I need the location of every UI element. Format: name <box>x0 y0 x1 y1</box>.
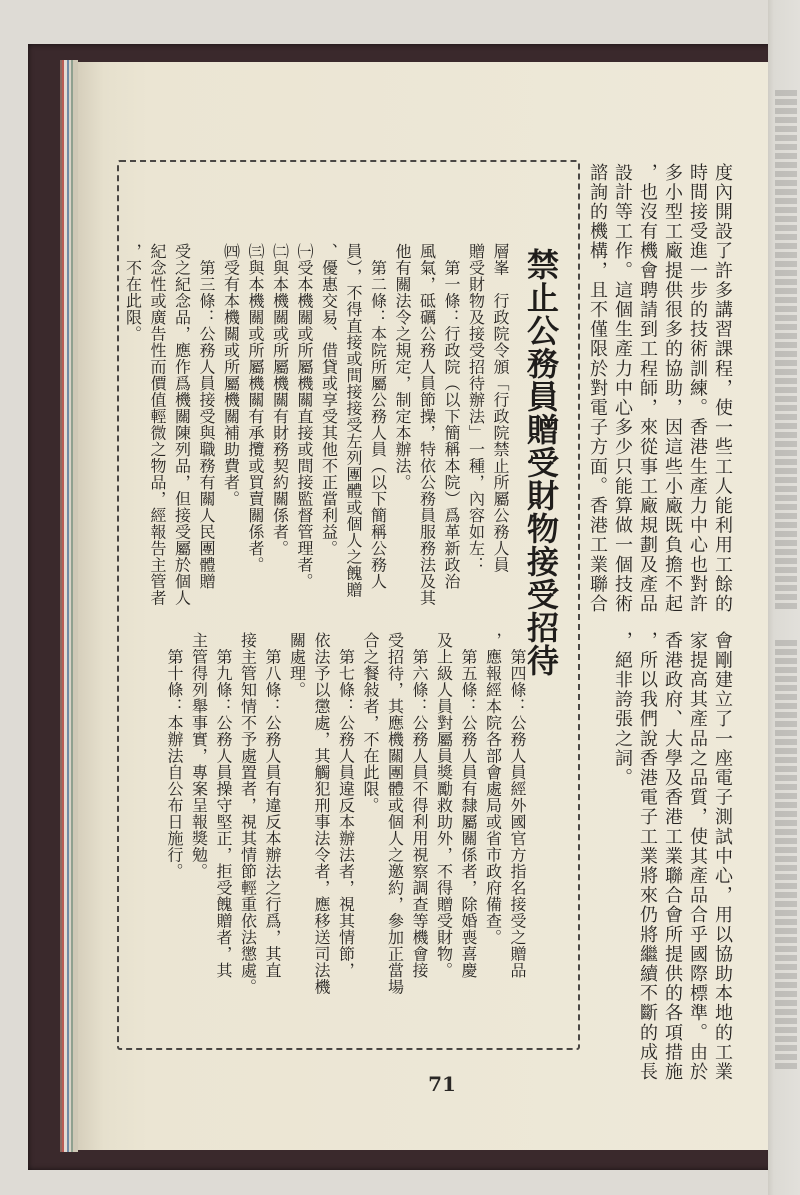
article-upper-block <box>120 243 512 643</box>
article-column: 依法予以懲處，其觸犯刑事法令者，應移送司法機 <box>312 632 331 995</box>
article-column: ，不在此限。 <box>123 243 143 342</box>
article-column: ㈢與本機關或所屬機關有承攬或買賣關係者。 <box>246 243 265 573</box>
article-column: 層峯 行政院令頒「行政院禁止所屬公務人員 <box>491 243 510 573</box>
article-column: 關處理。 <box>287 632 307 698</box>
article-column: 第一條：行政院（以下簡稱本院）爲革新政治 <box>442 243 461 590</box>
text-column: 家提高其產品之品質，使其產品合乎國際標準。由於 <box>687 631 708 1082</box>
article-column: 員），不得直接或間接接受左列團體或個人之餽贈 <box>344 243 363 598</box>
article-column: ㈡與本機關或所屬機關有財務契約關係者。 <box>270 243 290 557</box>
article-column: 接主管知情不予處置者，視其情節輕重依法懲處。 <box>238 632 258 995</box>
text-column: ，絕非誇張之詞。 <box>612 631 633 788</box>
article-column: 風氣，砥礪公務人員節操，特依公務員服務法及其 <box>417 243 437 606</box>
article-column: 第六條：公務人員不得利用視察調查等機會接 <box>410 632 429 979</box>
article-column: 第九條：公務人員操守堅正，拒受餽贈者，其 <box>214 632 233 979</box>
article-column: 合之餐敍者，不在此限。 <box>361 632 380 814</box>
article-column: 第八條：公務人員有違反本辦法之行爲，其直 <box>263 632 282 979</box>
article-column: 紀念性或廣告性而價值輕微之物品，經報告主管者 <box>148 243 167 606</box>
article-column: 第三條：公務人員接受與職務有關人民團體贈 <box>197 243 216 590</box>
article-column: 主管得列舉事實，專案呈報獎勉。 <box>189 632 209 880</box>
article-column: 受之紀念品，應作爲機關陳列品，但接受屬於個人 <box>172 243 192 606</box>
text-column: ，也沒有機會聘請到工程師，來從事工廠規劃及產品 <box>637 163 658 614</box>
text-column: 多小型工廠提供很多的協助，因這些小廠既負擔不起 <box>662 163 683 614</box>
article-column: 及上級人員對屬員獎勵救助外，不得贈受財物。 <box>434 632 454 979</box>
article-column: 他有關法令之規定，制定本辦法。 <box>393 243 412 491</box>
article-column: ，應報經本院各部會處局或省市政府備查。 <box>483 632 503 946</box>
adjacent-page-text-fragment <box>775 90 797 610</box>
article-column: 第四條：公務人員經外國官方指名接受之贈品 <box>508 632 527 979</box>
article-column: 、優惠交易、借貸或享受其他不正當利益。 <box>319 243 339 557</box>
article-column: 受招待，其應機關團體或個人之邀約，參加正當場 <box>385 632 405 995</box>
text-column: 香港政府、大學及香港工業聯合會所提供的各項措施 <box>662 631 683 1082</box>
article-column: 贈受財物及接受招待辦法」一種，內容如左： <box>466 243 486 573</box>
right-text-lower-block <box>610 631 735 1091</box>
text-column: 會剛建立了一座電子測試中心，用以協助本地的工業 <box>712 631 733 1082</box>
adjacent-page-text-fragment <box>775 640 797 1070</box>
text-column: 諮詢的機構，且不僅限於對電子方面。香港工業聯合 <box>587 163 608 614</box>
article-column: 第十條：本辦法自公布日施行。 <box>165 632 184 880</box>
text-column: 時間接受進一步的技術訓練。香港生產力中心也對許 <box>687 163 708 614</box>
text-column: ，所以我們說香港電子工業將來仍將繼續不斷的成長 <box>637 631 658 1082</box>
right-text-upper-block <box>585 163 735 623</box>
article-column: 第七條：公務人員違反本辦法者，視其情節， <box>336 632 356 979</box>
page-number: 71 <box>428 1072 456 1096</box>
article-column: 第二條：本院所屬公務人員（以下簡稱公務人 <box>368 243 388 590</box>
text-column: 設計等工作。這個生產力中心多少只能算做一個技術 <box>612 163 633 614</box>
article-column: ㈠受本機關或所屬機關直接或間接監督管理者。 <box>295 243 314 590</box>
article-column: ㈣受有本機關或所屬機關補助費者。 <box>221 243 241 507</box>
text-column: 度內開設了許多講習課程，使一些工人能利用工餘的 <box>712 163 733 614</box>
page-edge-stripes <box>60 60 78 1152</box>
article-column: 第五條：公務人員有隸屬關係者，除婚喪喜慶 <box>459 632 478 979</box>
article-title: 禁止公務員贈受財物接受招待 <box>522 248 560 677</box>
article-lower-block <box>162 632 530 1032</box>
